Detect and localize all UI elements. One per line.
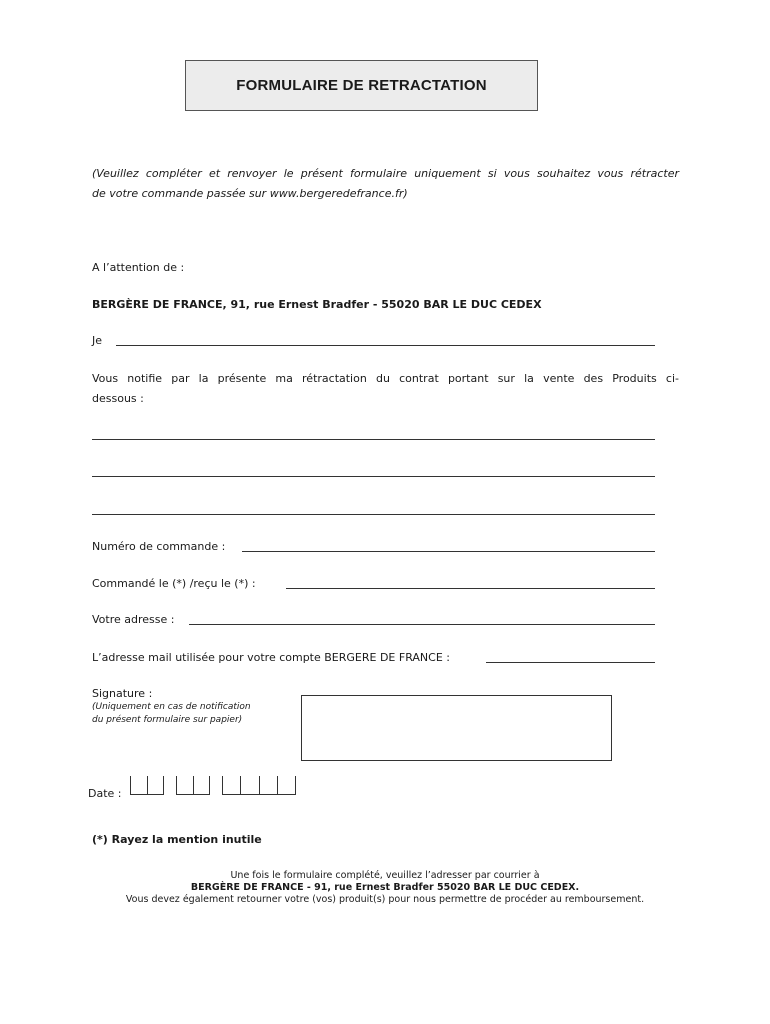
- date-digit-box[interactable]: [222, 776, 240, 795]
- date-digit-box[interactable]: [130, 776, 147, 795]
- company-address: BERGÈRE DE FRANCE, 91, rue Ernest Bradfer - 55020 BAR LE DUC CEDEX: [92, 298, 542, 311]
- date-digit-box[interactable]: [259, 776, 277, 795]
- notify-line-1: Vous notifie par la présente ma rétractation du contrat portant sur la vente des Produits ci-: [92, 372, 679, 385]
- footer-line-3: Vous devez également retourner votre (vos) produit(s) pour nous permettre de procéder au remboursement.: [125, 894, 645, 905]
- date-year-boxes[interactable]: [222, 776, 296, 796]
- date-digit-box[interactable]: [147, 776, 164, 795]
- name-field-line[interactable]: [116, 345, 655, 346]
- email-label: L’adresse mail utilisée pour votre compte BERGERE DE FRANCE :: [92, 651, 450, 664]
- signature-note-line-1: (Uniquement en cas de notification: [92, 702, 251, 712]
- intro-line-2: de votre commande passée sur www.bergeredefrance.fr): [92, 187, 408, 200]
- attention-label: A l’attention de :: [92, 261, 185, 274]
- address-field-line[interactable]: [189, 624, 655, 625]
- form-title: FORMULAIRE DE RETRACTATION: [185, 60, 538, 111]
- intro-line-1: (Veuillez compléter et renvoyer le présent formulaire uniquement si vous souhaitez vous rétracter: [92, 167, 679, 180]
- date-label: Date :: [88, 787, 122, 800]
- date-day-boxes[interactable]: [130, 776, 164, 796]
- product-field-line-2[interactable]: [92, 476, 655, 477]
- email-field-line[interactable]: [486, 662, 655, 663]
- date-digit-box[interactable]: [176, 776, 193, 795]
- product-field-line-1[interactable]: [92, 439, 655, 440]
- signature-label: Signature :: [92, 687, 153, 700]
- ordered-received-label: Commandé le (*) /reçu le (*) :: [92, 577, 256, 590]
- date-digit-box[interactable]: [277, 776, 296, 795]
- footer-line-1: Une fois le formulaire complété, veuillez l’adresser par courrier à: [230, 870, 540, 881]
- order-number-label: Numéro de commande :: [92, 540, 226, 553]
- date-digit-box[interactable]: [240, 776, 259, 795]
- date-month-boxes[interactable]: [176, 776, 210, 796]
- je-label: Je: [92, 334, 103, 347]
- date-digit-box[interactable]: [193, 776, 210, 795]
- signature-note-line-2: du présent formulaire sur papier): [92, 715, 243, 725]
- signature-box[interactable]: [301, 695, 612, 761]
- address-label: Votre adresse :: [92, 613, 175, 626]
- strike-note: (*) Rayez la mention inutile: [92, 833, 262, 846]
- notify-line-2: dessous :: [92, 392, 144, 405]
- product-field-line-3[interactable]: [92, 514, 655, 515]
- footer-line-2: BERGÈRE DE FRANCE - 91, rue Ernest Bradfer 55020 BAR LE DUC CEDEX.: [190, 882, 580, 893]
- ordered-received-field-line[interactable]: [286, 588, 655, 589]
- order-number-field-line[interactable]: [242, 551, 655, 552]
